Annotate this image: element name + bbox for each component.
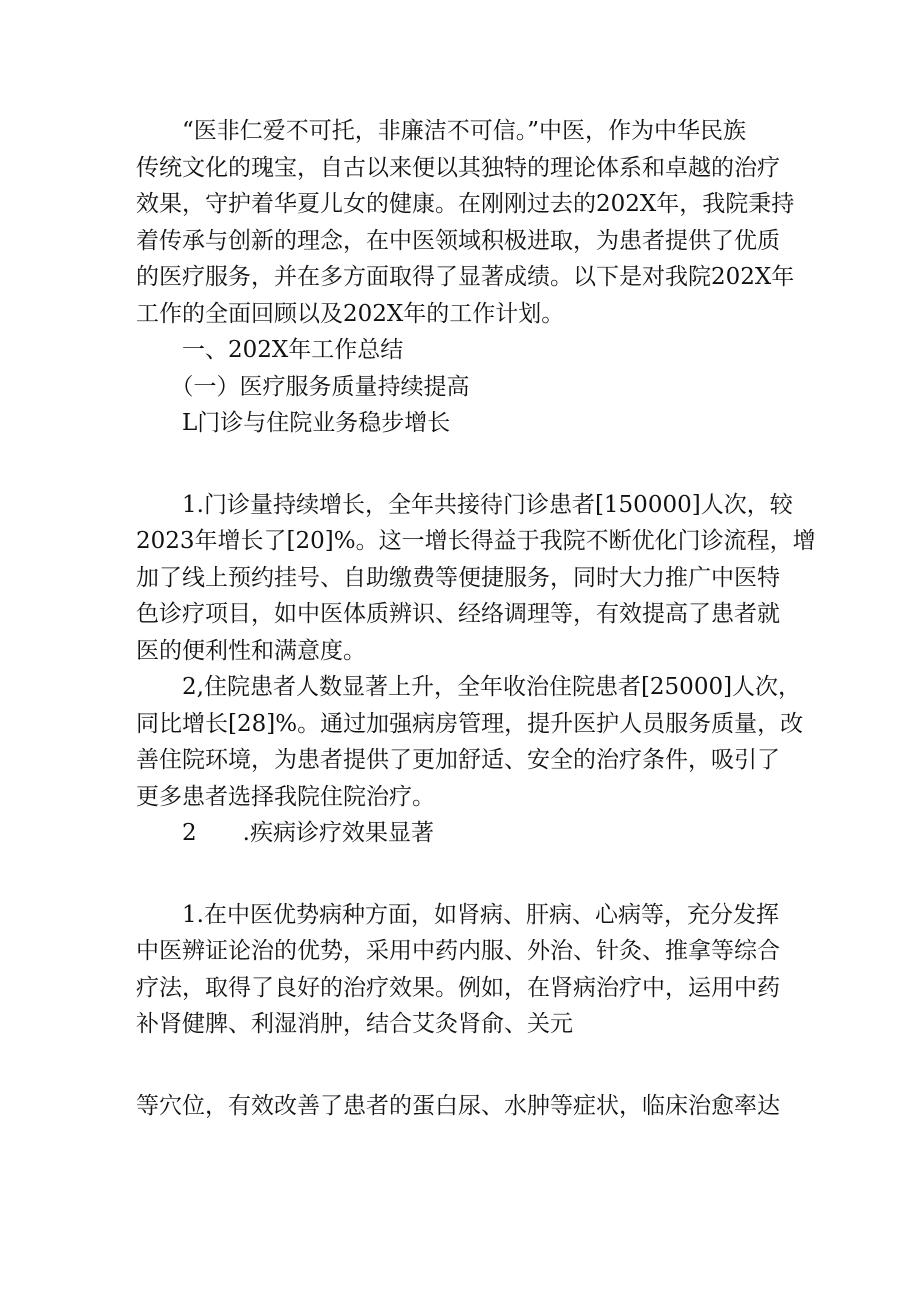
paragraph-line-3: 效果，守护着华夏儿女的健康。在刚刚过去的202X年，我院秉持 bbox=[136, 191, 795, 217]
paragraph-line-6: 工作的全面回顾以及202X年的工作计划。 bbox=[136, 301, 565, 327]
paragraph-line-4: 着传承与创新的理念，在中医领域积极进取，为患者提供了优质 bbox=[136, 228, 780, 254]
paragraph-line-2: 传统文化的瑰宝，自古以来便以其独特的理论体系和卓越的治疗 bbox=[136, 155, 780, 181]
paragraph-line-15: 2,住院患者人数显著上升，全年收治住院患者[25000]人次， bbox=[136, 674, 802, 700]
item-heading: L门诊与住院业务稳步增长 bbox=[136, 410, 451, 436]
paragraph-line-5: 的医疗服务，并在多方面取得了显著成绩。以下是对我院202X年 bbox=[136, 264, 795, 290]
paragraph-line-12: 加了线上预约挂号、自助缴费等便捷服务，同时大力推广中医特 bbox=[136, 565, 780, 591]
paragraph-line-16: 同比增长[28]%。通过加强病房管理，提升医护人员服务质量，改 bbox=[136, 711, 804, 737]
paragraph-line-22: 疗法，取得了良好的治疗效果。例如，在肾病治疗中，运用中药 bbox=[136, 975, 780, 1001]
paragraph-line-18: 更多患者选择我院住院治疗。 bbox=[136, 784, 435, 810]
paragraph-line-21: 中医辨证论治的优势，采用中药内服、外治、针灸、推拿等综合 bbox=[136, 938, 780, 964]
paragraph-line-24: 等穴位，有效改善了患者的蛋白尿、水肿等症状，临床治愈率达 bbox=[136, 1093, 780, 1119]
paragraph-line-17: 善住院环境，为患者提供了更加舒适、安全的治疗条件，吸引了 bbox=[136, 747, 780, 773]
paragraph-line-1: “医非仁爱不可托，非廉洁不可信。”中医，作为中华民族 bbox=[136, 118, 747, 144]
paragraph-line-13: 色诊疗项目，如中医体质辨识、经络调理等，有效提高了患者就 bbox=[136, 601, 780, 627]
paragraph-line-10: 1.门诊量持续增长，全年共接待门诊患者[150000]人次，较 bbox=[136, 492, 793, 518]
section-heading: 一、202X年工作总结 bbox=[136, 337, 404, 363]
subsection-heading: （一）医疗服务质量持续提高 bbox=[136, 374, 470, 400]
paragraph-line-11: 2023年增长了[20]%。这一增长得益于我院不断优化门诊流程，增 bbox=[136, 528, 816, 554]
paragraph-line-23: 补肾健脾、利湿消肿，结合艾灸肾俞、关元 bbox=[136, 1011, 573, 1037]
paragraph-line-20: 1.在中医优势病种方面，如肾病、肝病、心病等，充分发挥 bbox=[136, 902, 779, 928]
paragraph-line-14: 医的便利性和满意度。 bbox=[136, 638, 366, 664]
item-heading-2: 2 .疾病诊疗效果显著 bbox=[136, 820, 434, 846]
